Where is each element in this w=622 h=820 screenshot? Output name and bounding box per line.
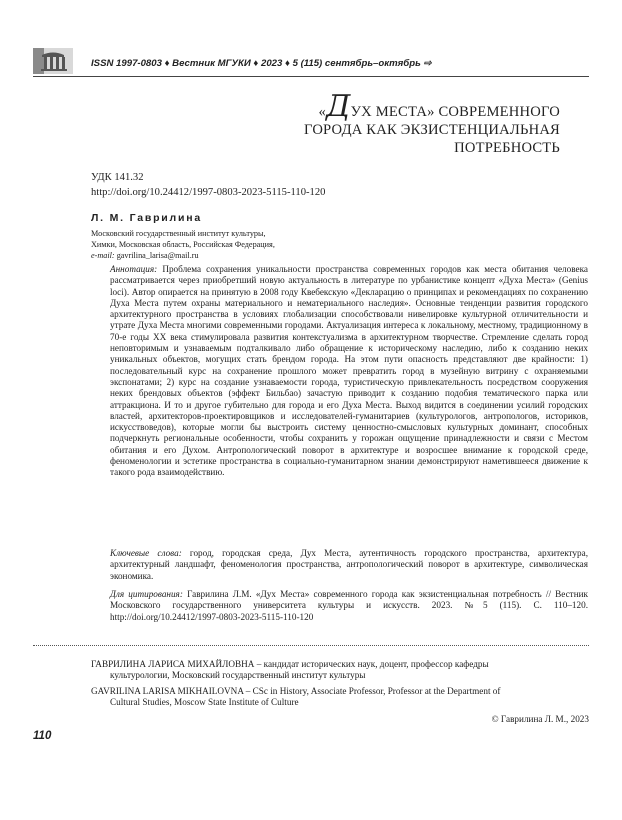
title-initial-letter: Д	[326, 89, 351, 124]
bio-ru-second-line: культурологии, Московский государственный институт культуры	[110, 670, 366, 681]
journal-logo-icon	[33, 48, 73, 74]
journal-header-line: ISSN 1997-0803 ♦ Вестник МГУКИ ♦ 2023 ♦ 5 (115) сентябрь–октябрь ⇨	[91, 58, 432, 69]
doi-link[interactable]: http://doi.org/10.24412/1997-0803-2023-5115-110-120	[91, 187, 326, 198]
author-affiliation-line2: Химки, Московская область, Российская Федерация,	[91, 240, 275, 249]
abstract-label: Аннотация:	[110, 264, 158, 274]
header-divider	[33, 76, 589, 77]
abstract-text: Проблема сохранения уникальности пространства современных городов как места обитания человека рассматривается через приобретший новую актуальность в литературе по урбанистике концепт «Духа Места» (Genius loci). Автор опирается на принятую в 2008 году Квебекскую «Декларацию о принципах и рекомендациях по сохранению Духа Места путем охраны материального и нематериального наследия». Основные тенденции развития городского архитектурного пространства в условиях глобализации способствовали нивелировке культурной отличительности и утрате Духа Места многими современными городами. Актуализация интереса к локальному, местному, традиционному в 70-е годы XX века стимулировала развития контекстуализма в архитектурном творчестве. Стремление сделать город неповторимым и узнаваемым подталкивало либо обращение к историческому наследию, либо к созданию неких уникальных объектов, могущих стать брендом города. На этом пути опасность представляют две крайности: 1) последовательный курс на сохранение прошлого может превратить город в музейную витрину с охраняемыми экспонатами; 2) курс на создание узнаваемости города, туристическую привлекательность посредством сооружения неких брендовых объектов (эффект Бильбао) зачастую приводит к созданию подобия тематического парка или аттракциона. И то и другое губительно для города и его Духа Места. Выход видится в соединении усилий городских властей, архитекторов-проектировщиков и исследователей-гуманитариев (культурологов, антропологов, историков, искусствоведов), которые могли бы выстроить систему ценностно-смысловых культурных доминант, способных подчеркнуть региональные особенности, чтобы сохранить у горожан ощущение принадлежности и связи с Местом обитания и его Духом. Антропологический поворот в архитектуре и возросшее внимание к городской среде, феноменологии и эстетике пространства в социально-гуманитарном знании демонстрируют наметившееся движение к такого рода взаимодействию.	[110, 264, 589, 478]
title-line3: ПОТРЕБНОСТЬ	[454, 140, 560, 156]
article-title	[200, 89, 560, 157]
dotted-divider	[33, 645, 589, 646]
author-name: Л. М. Гаврилина	[91, 212, 203, 224]
keywords-text: город, городская среда, Дух Места, аутентичность городского пространства, архитектура, архитектурный ландшафт, феноменология пространства, антропологический поворот в архитектуре, символическая экономика.	[110, 548, 588, 581]
citation-label: Для цитирования:	[110, 589, 183, 599]
email-label: e-mail:	[91, 251, 115, 260]
title-line1: УХ МЕСТА» СОВРЕМЕННОГО	[350, 104, 560, 120]
page-number: 110	[33, 730, 52, 742]
author-bio-ru	[91, 659, 591, 682]
citation	[110, 589, 588, 623]
abstract	[110, 264, 588, 479]
bio-en-name: GAVRILINA LARISA MIKHAILOVNA	[91, 686, 244, 696]
keywords	[110, 548, 588, 582]
author-bio-en	[91, 686, 591, 709]
author-email-line	[91, 251, 199, 260]
bio-en-first-line: – CSc in History, Associate Professor, Professor at the Department of	[245, 686, 501, 696]
bio-ru-name: ГАВРИЛИНА ЛАРИСА МИХАЙЛОВНА	[91, 659, 255, 669]
author-affiliation-line1: Московский государственный институт культуры,	[91, 229, 266, 238]
copyright-notice: © Гаврилина Л. М., 2023	[491, 714, 589, 724]
keywords-label: Ключевые слова:	[110, 548, 182, 558]
bio-ru-first-line: – кандидат исторических наук, доцент, профессор кафедры	[256, 659, 489, 669]
udk-code: УДК 141.32	[91, 172, 144, 183]
title-open-quote: «	[318, 104, 327, 120]
title-line2: ГОРОДА КАК ЭКЗИСТЕНЦИАЛЬНАЯ	[304, 122, 560, 138]
citation-text: Гаврилина Л.М. «Дух Места» современного города как экзистенциальная потребность // Вестник Московского государственного университета культуры и искусств. 2023. №5 (115). С. 110–120. http://doi.org/10.24412/1997-0803-2023-5115-110-120	[110, 589, 588, 622]
bio-en-second-line: Cultural Studies, Moscow State Institute of Culture	[110, 697, 299, 708]
author-email[interactable]: gavrilina_larisa@mail.ru	[116, 251, 199, 260]
